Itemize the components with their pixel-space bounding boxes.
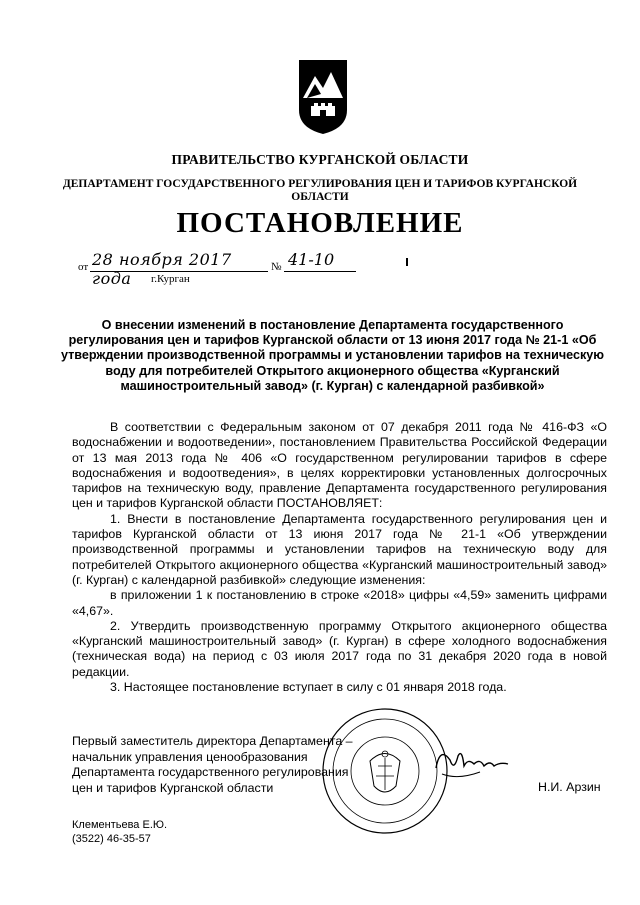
signer-name: Н.И. Арзин	[538, 780, 601, 794]
department-name: ДЕПАРТАМЕНТ ГОСУДАРСТВЕННОГО РЕГУЛИРОВАНИЯ ЦЕН И ТАРИФОВ КУРГАНСКОЙ ОБЛАСТИ	[62, 178, 578, 203]
position-line: цен и тарифов Курганской области	[72, 780, 274, 795]
number-underline	[284, 271, 356, 272]
executor-info	[72, 818, 167, 846]
document-body	[72, 420, 607, 695]
number-label: №	[271, 261, 282, 273]
body-paragraph: 1. Внести в постановление Департамента государственного регулирования цен и тарифов Курганской области от 13 июня 2017 года № 21-1 «Об утверждении производственной программы и установлении тарифов на техническую воду для потребителей Открытого акционерного общества «Курганский машиностроительный завод» (г. Курган) с календарной разбивкой» следующие изменения:	[72, 511, 607, 587]
signatory-position	[72, 734, 372, 796]
document-number: 41-10	[288, 250, 335, 269]
mark-tick	[406, 258, 408, 266]
body-paragraph: 2. Утвердить производственную программу Открытого акционерного общества «Курганский машиностроительный завод» (г. Курган) в сфере холодного водоснабжения (техническая вода) на период с 03 июля 2017 года по 31 декабря 2020 года в новой редакции.	[72, 618, 607, 679]
date-number-line	[78, 250, 418, 286]
body-paragraph: 3. Настоящее постановление вступает в силу с 01 января 2018 года.	[110, 680, 507, 695]
document-date: 28 ноября 2017 года	[92, 250, 232, 288]
coat-of-arms-emblem	[297, 58, 349, 136]
body-paragraph: В соответствии с Федеральным законом от 07 декабря 2011 года № 416-ФЗ «О водоснабжении и водоотведении», постановлением Правительства Российской Федерации от 13 мая 2013 года № 406 «О государственном регулировании тарифов в сфере водоснабжения и водоотведения», в целях корректировки установленных долгосрочных тарифов на техническую воду, правление Департамента государственного регулирования цен и тарифов Курганской области ПОСТАНОВЛЯЕТ:	[72, 420, 607, 511]
document-subject: О внесении изменений в постановление Департамента государственного регулирования цен и тарифов Курганской области от 13 июня 2017 года № 21-1 «Об утверждении производственной программы и установлении тарифов на техническую воду для потребителей Открытого акционерного общества «Курганский машиностроительный завод» (г. Курган) с календарной разбивкой»	[60, 318, 605, 393]
date-prefix: от	[78, 261, 89, 273]
position-line: Первый заместитель директора Департамента –	[72, 734, 353, 748]
executor-name: Клементьева Е.Ю.	[72, 819, 168, 831]
date-underline	[90, 271, 268, 272]
position-line: Департамента государственного регулирования	[72, 765, 349, 779]
government-name: ПРАВИТЕЛЬСТВО КУРГАНСКОЙ ОБЛАСТИ	[171, 152, 469, 167]
handwritten-signature	[428, 738, 518, 788]
document-city: г.Курган	[151, 273, 190, 285]
executor-phone: (3522) 46-35-57	[72, 833, 151, 845]
position-line: начальник управления ценообразования	[72, 749, 308, 764]
body-paragraph: в приложении 1 к постановлению в строке «2018» цифры «4,59» заменить цифрами «4,67».	[72, 588, 607, 618]
document-title: ПОСТАНОВЛЕНИЕ	[176, 207, 464, 239]
